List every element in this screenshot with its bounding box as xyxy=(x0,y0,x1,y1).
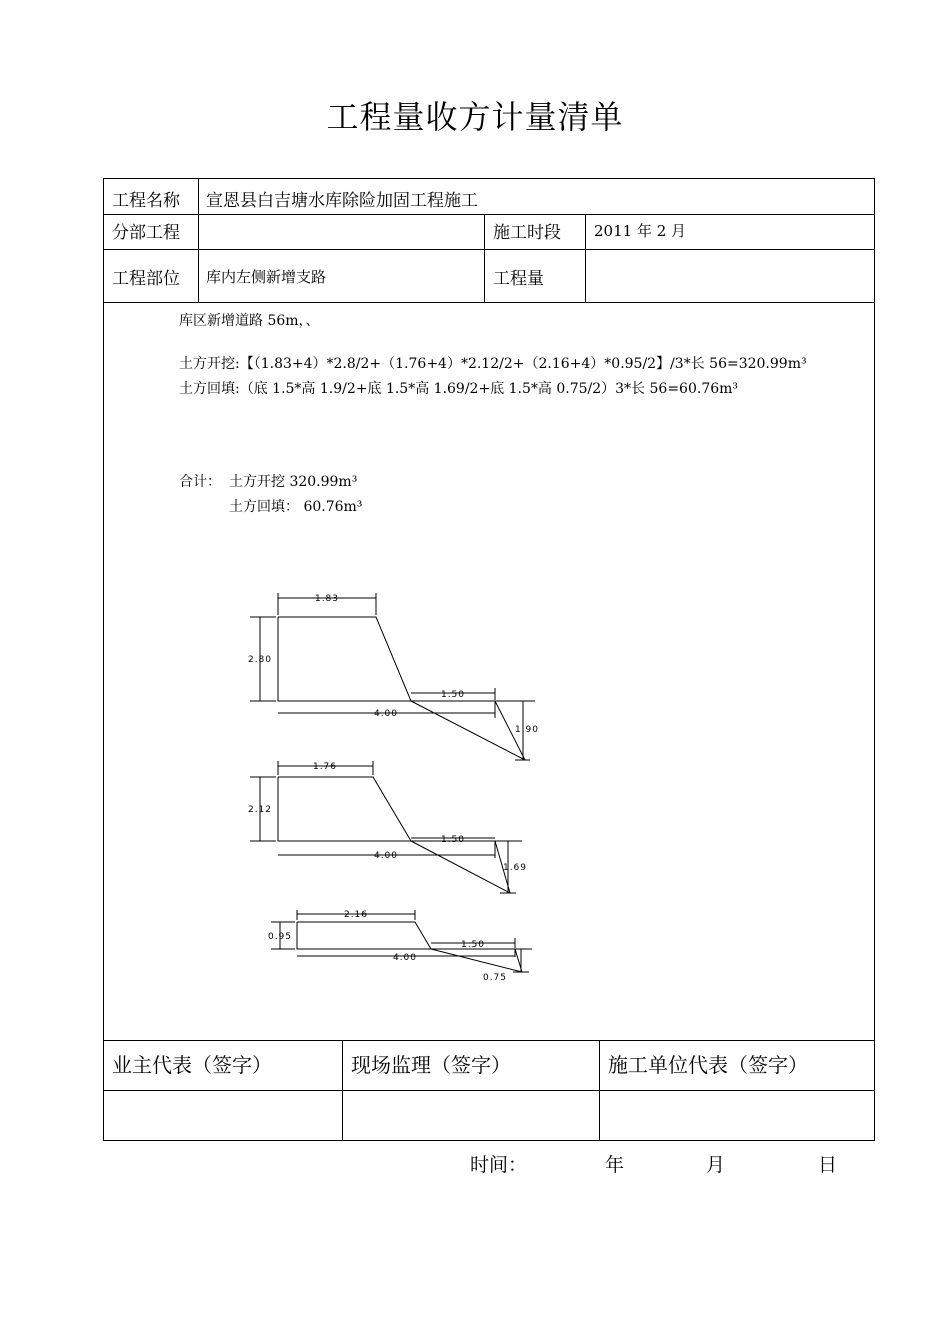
location-label: 工程部位 xyxy=(112,269,180,289)
project-name-label: 工程名称 xyxy=(112,191,180,211)
location-value: 库内左侧新增支路 xyxy=(206,268,327,286)
page-title: 工程量收方计量清单 xyxy=(326,98,624,136)
dim-3-side: 1.50 xyxy=(460,940,486,950)
content-line-road: 库区新增道路 56m，、 xyxy=(179,313,320,329)
owner-signature-label: 业主代表（签字） xyxy=(112,1053,272,1077)
total-excavation: 土方开挖 320.99m³ xyxy=(229,474,358,490)
dim-1-depth: 1.90 xyxy=(514,725,540,735)
total-backfill: 土方回填： 60.76m³ xyxy=(229,499,363,515)
excavation-formula: 土方开挖:【（1.83+4）*2.8/2+（1.76+4）*2.12/2+（2.16+4）*0.95/2】/3*长 56=320.99m³ xyxy=(179,356,807,372)
dim-2-bottom: 4.00 xyxy=(373,851,399,861)
dim-1-bottom: 4.00 xyxy=(373,709,399,719)
quantity-label: 工程量 xyxy=(493,269,544,289)
total-label: 合计： xyxy=(179,474,221,490)
dim-3-height: 0.95 xyxy=(267,932,293,942)
owner-signature-field[interactable] xyxy=(104,1091,342,1139)
period-value: 2011 年 2 月 xyxy=(594,222,687,240)
sub-project-label: 分部工程 xyxy=(112,223,180,243)
contractor-signature-label: 施工单位代表（签字） xyxy=(608,1053,808,1077)
contractor-signature-field[interactable] xyxy=(600,1091,873,1139)
section-diagram-2 xyxy=(247,761,522,893)
dim-2-height: 2.12 xyxy=(247,805,273,815)
date-label: 时间： xyxy=(470,1154,528,1176)
date-day: 日 xyxy=(818,1154,838,1176)
dim-3-depth: 0.75 xyxy=(482,973,508,983)
dim-3-bottom: 4.00 xyxy=(392,953,418,963)
date-month: 月 xyxy=(706,1154,726,1176)
date-year: 年 xyxy=(605,1154,625,1176)
dim-3-top: 2.16 xyxy=(343,910,369,920)
dim-1-height: 2.80 xyxy=(247,655,273,665)
backfill-formula: 土方回填:（底 1.5*高 1.9/2+底 1.5*高 1.69/2+底 1.5*高 0.75/2）3*长 56=60.76m³ xyxy=(179,381,739,397)
dim-1-top: 1.83 xyxy=(314,594,340,604)
section-diagram-1 xyxy=(247,593,535,760)
supervisor-signature-label: 现场监理（签字） xyxy=(351,1053,511,1077)
dim-2-top: 1.76 xyxy=(312,762,338,772)
dim-1-side: 1.50 xyxy=(440,690,466,700)
project-name-value: 宣恩县白吉塘水库除险加固工程施工 xyxy=(206,191,478,211)
dim-2-side: 1.50 xyxy=(440,835,466,845)
period-label: 施工时段 xyxy=(493,223,561,243)
supervisor-signature-field[interactable] xyxy=(343,1091,599,1139)
dim-2-depth: 1.69 xyxy=(502,863,528,873)
